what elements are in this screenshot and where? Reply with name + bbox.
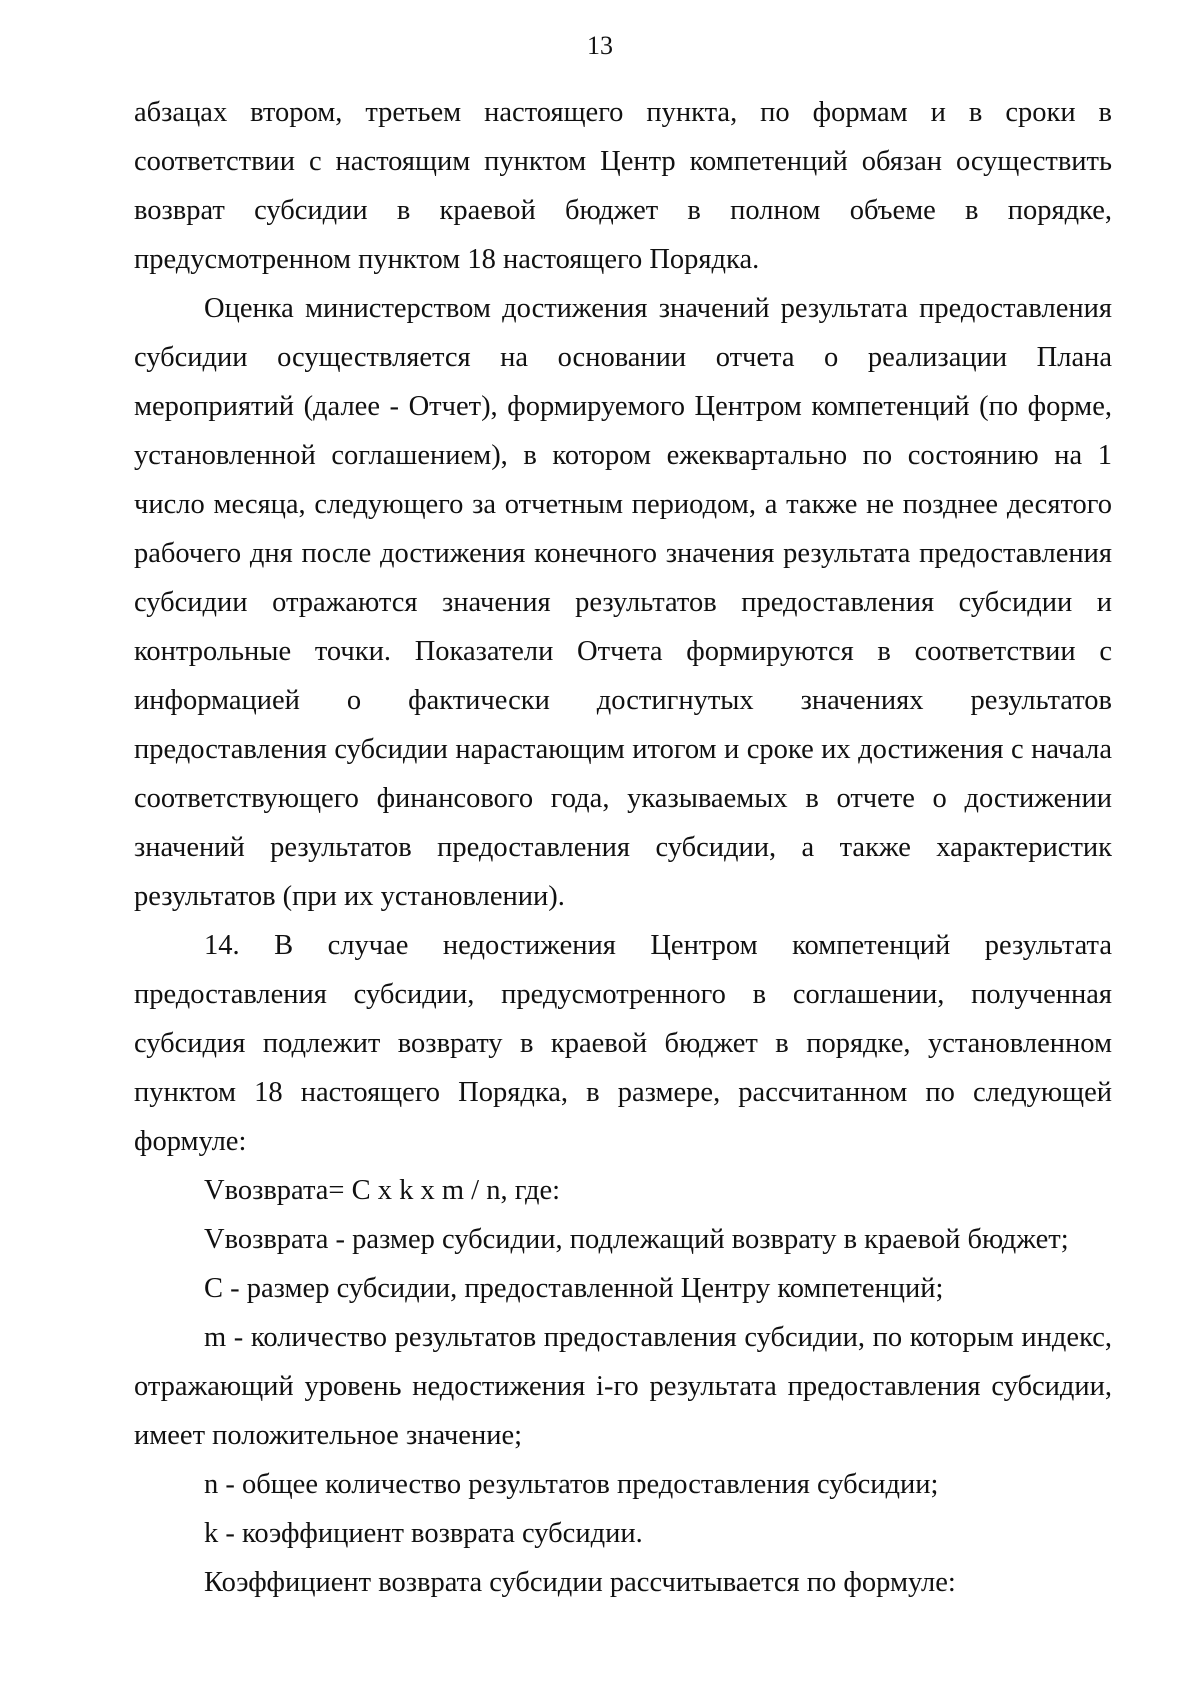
- paragraph-coefficient-formula: Коэффициент возврата субсидии рассчитывается по формуле:: [204, 1567, 956, 1598]
- formula-line: Vвозврата= C x k x m / n, где:: [204, 1175, 561, 1206]
- paragraph-continuation: абзацах втором, третьем настоящего пункта, по формам и в сроки в соответствии с настоящим пунктом Центр компетенций обязан осуществить возврат субсидии в краевой бюджет в полном объеме в порядке, предусмотренном пунктом 18 настоящего Порядка.: [134, 97, 1112, 275]
- paragraph-clause-14: 14. В случае недостижения Центром компетенций результата предоставления субсидии, предусмотренного в соглашении, полученная субсидия подлежит возврату в краевой бюджет в порядке, установленном пунктом 18 настоящего Порядка, в размере, рассчитанном по следующей формуле:: [134, 930, 1112, 1157]
- definition-c: C - размер субсидии, предоставленной Центру компетенций;: [204, 1273, 944, 1304]
- definition-n: n - общее количество результатов предоставления субсидии;: [204, 1469, 939, 1500]
- document-body: [134, 88, 1112, 1607]
- definition-v: Vвозврата - размер субсидии, подлежащий возврату в краевой бюджет;: [204, 1224, 1069, 1255]
- definition-k: k - коэффициент возврата субсидии.: [204, 1518, 643, 1549]
- page-number: 13: [587, 31, 613, 60]
- paragraph-evaluation: Оценка министерством достижения значений результата предоставления субсидии осуществляется на основании отчета о реализации Плана мероприятий (далее - Отчет), формируемого Центром компетенций (по форме, установленной соглашением), в котором ежеквартально по состоянию на 1 число месяца, следующего за отчетным периодом, а также не позднее десятого рабочего дня после достижения конечного значения результата предоставления субсидии отражаются значения результатов предоставления субсидии и контрольные точки. Показатели Отчета формируются в соответствии с информацией о фактически достигнутых значениях результатов предоставления субсидии нарастающим итогом и сроке их достижения с начала соответствующего финансового года, указываемых в отчете о достижении значений результатов предоставления субсидии, а также характеристик результатов (при их установлении).: [134, 293, 1112, 912]
- definition-m: m - количество результатов предоставления субсидии, по которым индекс, отражающий уровень недостижения i-го результата предоставления субсидии, имеет положительное значение;: [134, 1322, 1112, 1451]
